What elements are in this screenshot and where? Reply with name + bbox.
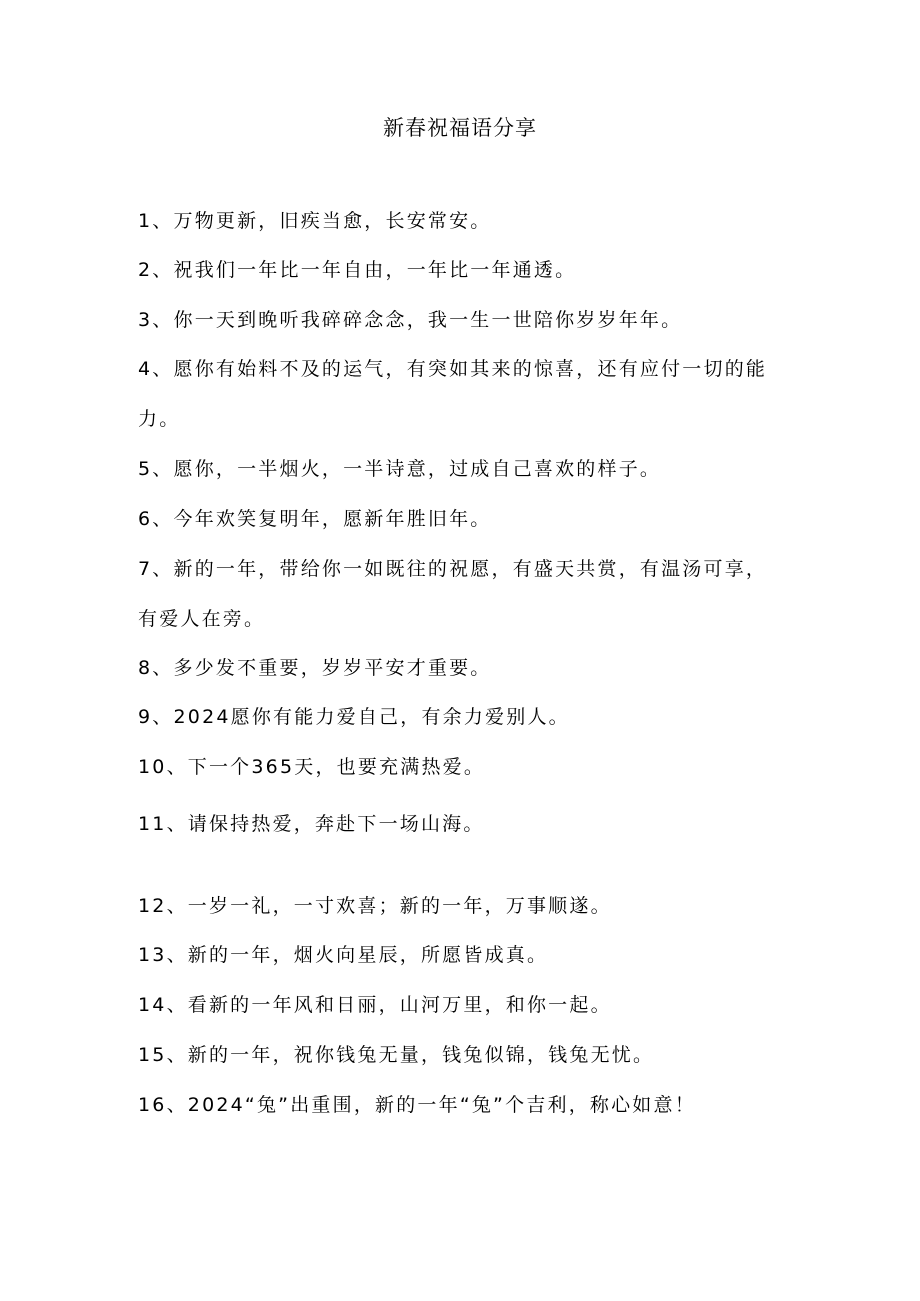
blessing-line-11: 11、请保持热爱，奔赴下一场山海。 — [138, 813, 485, 835]
blessing-line-4: 4、愿你有始料不及的运气，有突如其来的惊喜，还有应付一切的能 — [138, 358, 768, 380]
blessing-line-7-cont: 有爱人在旁。 — [138, 608, 266, 630]
blessing-line-8: 8、多少发不重要，岁岁平安才重要。 — [138, 657, 492, 679]
blessing-line-14: 14、看新的一年风和日丽，山河万里，和你一起。 — [138, 994, 612, 1016]
blessing-line-1: 1、万物更新，旧疾当愈，长安常安。 — [138, 210, 492, 232]
blessing-line-16: 16、2024“兔”出重围，新的一年“兔”个吉利，称心如意！ — [138, 1094, 696, 1116]
blessing-line-9: 9、2024愿你有能力爱自己，有余力爱别人。 — [138, 706, 570, 728]
page-title: 新春祝福语分享 — [383, 116, 537, 140]
blessing-line-12: 12、一岁一礼，一寸欢喜；新的一年，万事顺遂。 — [138, 895, 612, 917]
blessing-line-4-cont: 力。 — [138, 408, 181, 430]
blessing-line-15: 15、新的一年，祝你钱兔无量，钱兔似锦，钱兔无忧。 — [138, 1044, 655, 1066]
blessing-line-13: 13、新的一年，烟火向星辰，所愿皆成真。 — [138, 944, 549, 966]
blessing-line-2: 2、祝我们一年比一年自由，一年比一年通透。 — [138, 259, 577, 281]
blessing-line-3: 3、你一天到晚听我碎碎念念，我一生一世陪你岁岁年年。 — [138, 309, 683, 331]
blessing-line-7: 7、新的一年，带给你一如既往的祝愿，有盛天共赏，有温汤可享， — [138, 558, 768, 580]
blessing-line-6: 6、今年欢笑复明年，愿新年胜旧年。 — [138, 508, 492, 530]
blessing-line-10: 10、下一个365天，也要充满热爱。 — [138, 756, 486, 778]
blessing-line-5: 5、愿你，一半烟火，一半诗意，过成自己喜欢的样子。 — [138, 458, 662, 480]
